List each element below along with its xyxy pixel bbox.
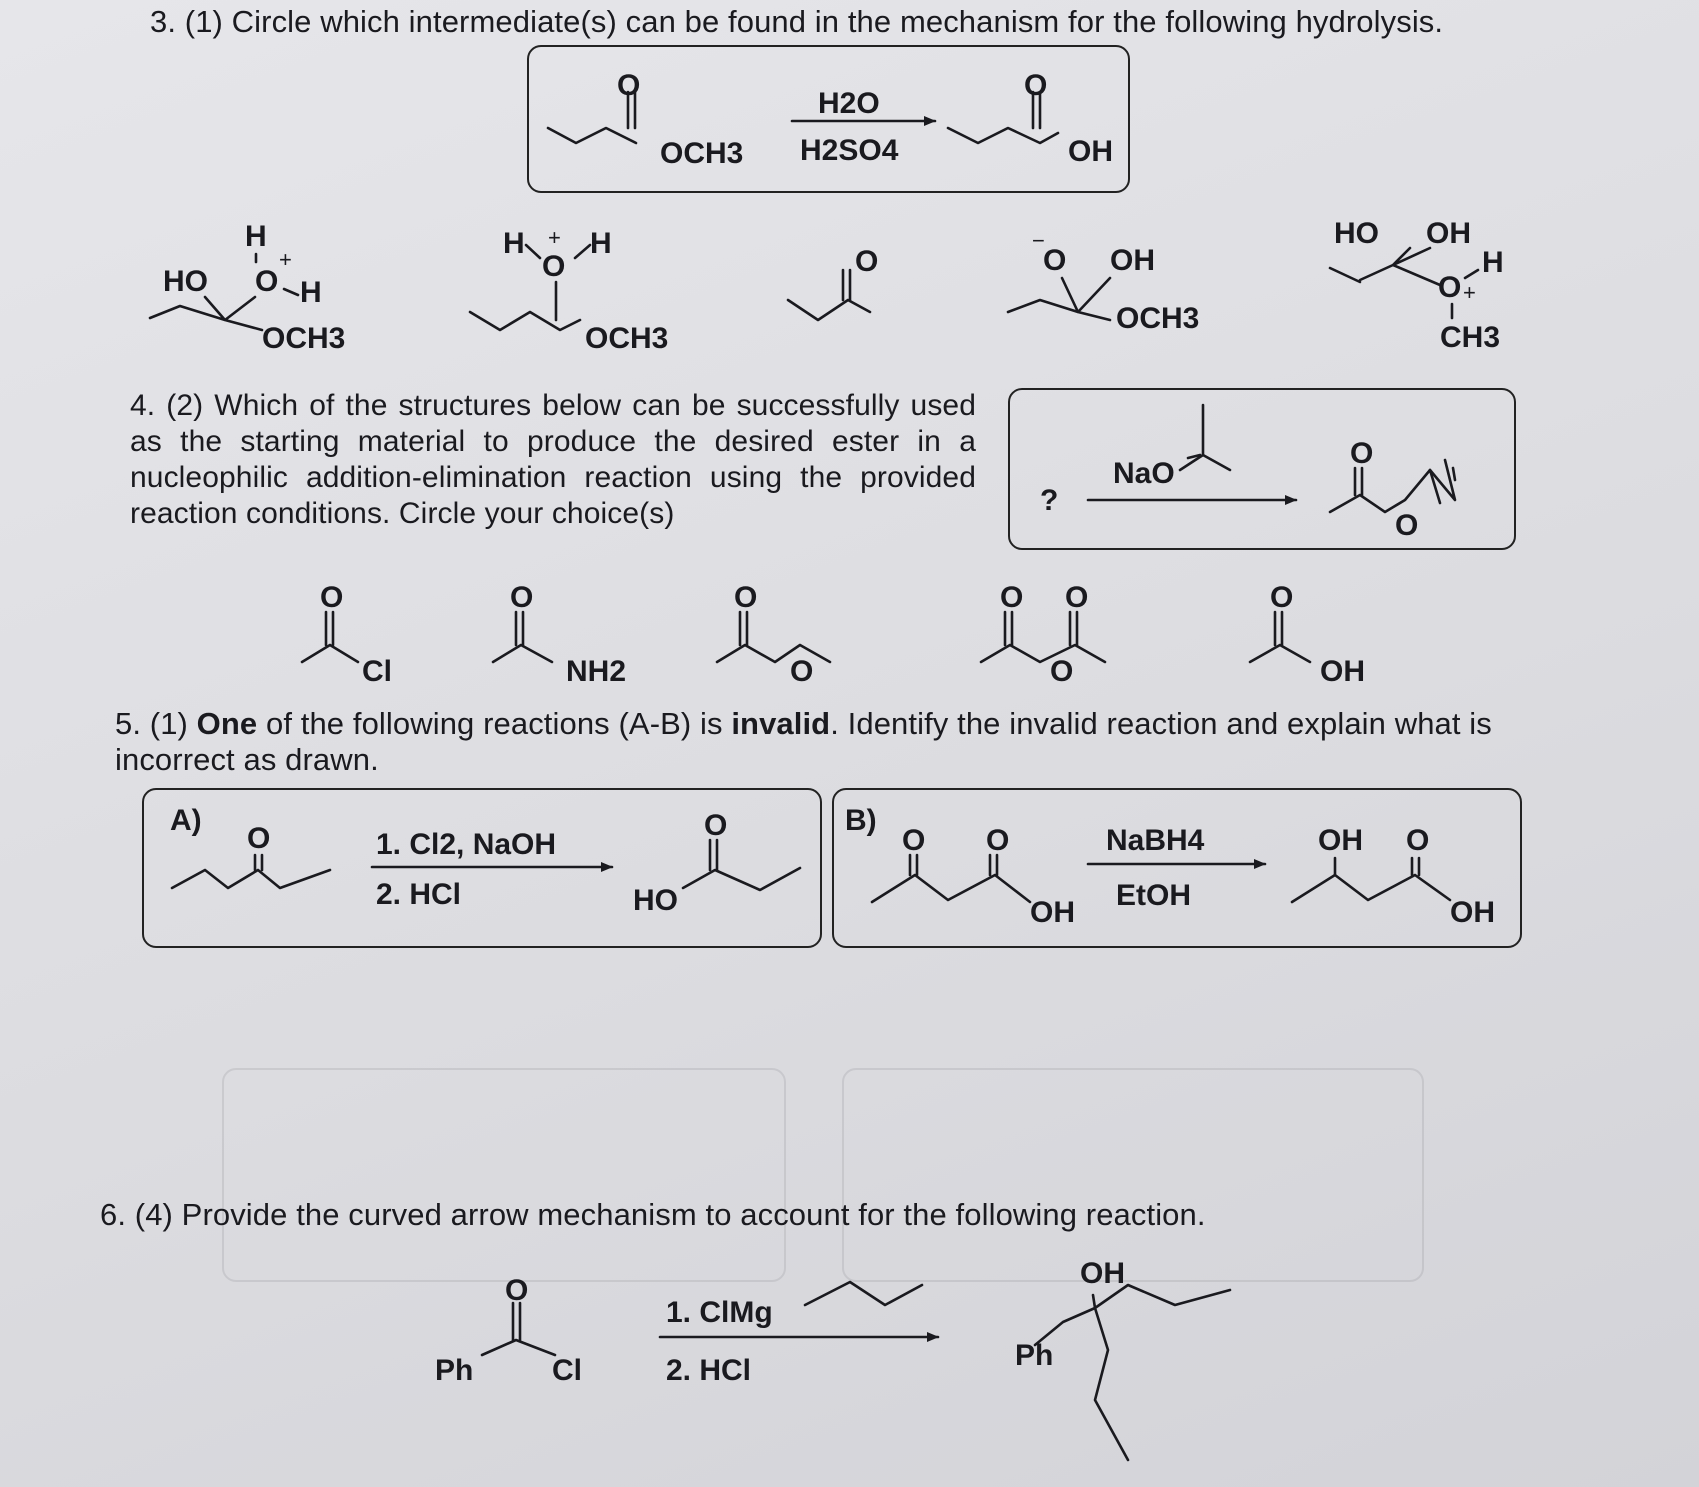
q6-reaction	[435, 1257, 1230, 1460]
svg-text:O: O	[1024, 69, 1048, 102]
q4-reaction	[1040, 405, 1455, 542]
svg-text:OH: OH	[1426, 217, 1471, 250]
svg-text:O: O	[704, 809, 728, 842]
svg-text:O: O	[1050, 655, 1074, 688]
q5-b-label: B)	[845, 804, 877, 837]
svg-text:O: O	[510, 581, 534, 614]
svg-text:O: O	[505, 1274, 529, 1307]
q4-choice-amide	[493, 581, 626, 688]
q3-reagent-bottom: H2SO4	[800, 134, 899, 167]
svg-text:OCH3: OCH3	[585, 322, 669, 355]
svg-text:CH3: CH3	[1440, 321, 1501, 354]
q4-choice-ester	[717, 581, 830, 688]
q5-b-product-group: OH	[1450, 896, 1495, 929]
q4-reagent: NaO	[1113, 457, 1175, 490]
svg-text:OH: OH	[1320, 655, 1365, 688]
svg-text:O: O	[1000, 581, 1024, 614]
svg-text:O: O	[1406, 824, 1430, 857]
q5-b-reagent-1: NaBH4	[1106, 824, 1205, 857]
svg-text:+: +	[548, 225, 561, 250]
q5-reaction-a	[170, 804, 800, 917]
question-4-prompt: 4. (2) Which of the structures below can be successfully used as the starting material to produce the desired ester in a nucleophilic addition-elimination reaction using the provided reaction conditions. Circle your choice(s)	[130, 389, 976, 530]
q6-reactant-left: Ph	[435, 1354, 474, 1387]
q3-choice-5-tetrahedral-oxonium	[1330, 217, 1504, 354]
q5-reaction-b	[845, 804, 1495, 929]
svg-text:H: H	[245, 220, 267, 253]
q5-a-label: A)	[170, 804, 202, 837]
svg-text:O: O	[902, 824, 926, 857]
q5-b-product-oh: OH	[1318, 824, 1363, 857]
q5-a-reagent-1: 1. Cl2, NaOH	[376, 828, 557, 861]
svg-text:OCH3: OCH3	[262, 322, 346, 355]
svg-text:O: O	[1438, 271, 1462, 304]
q5-a-reagent-2: 2. HCl	[376, 878, 462, 911]
q5-a-product-group: HO	[633, 884, 678, 917]
svg-text:HO: HO	[163, 265, 208, 298]
q3-product-carboxylic-acid	[948, 69, 1113, 168]
q6-product-oh: OH	[1080, 1257, 1125, 1290]
q4-choice-carboxylic-acid	[1250, 581, 1365, 688]
svg-text:O: O	[320, 581, 344, 614]
svg-text:+: +	[279, 247, 292, 272]
q4-choice-acid-chloride	[302, 581, 392, 688]
q3-reactant-methyl-ester	[548, 69, 743, 170]
svg-text:O: O	[1043, 244, 1067, 277]
q5-text-pre: 5. (1)	[115, 706, 197, 741]
question-6-prompt: 6. (4) Provide the curved arrow mechanism to account for the following reaction.	[100, 1197, 1206, 1232]
svg-text:NH2: NH2	[566, 655, 627, 688]
q5-text-bold-one: One	[196, 706, 258, 741]
svg-text:O: O	[542, 250, 566, 283]
svg-text:H: H	[1482, 246, 1504, 279]
q6-reagent-2: 2. HCl	[666, 1354, 752, 1387]
svg-text:O: O	[986, 824, 1010, 857]
q3-product-group: OH	[1068, 135, 1113, 168]
q3-choice-2-protonated-ester	[470, 225, 668, 355]
svg-text:O: O	[1270, 581, 1294, 614]
q3-reactant-group: OCH3	[660, 137, 744, 170]
q5-text-mid: of the following reactions (A-B) is	[257, 706, 732, 741]
q6-reagent-1: 1. ClMg	[666, 1296, 773, 1329]
question-3-prompt: 3. (1) Circle which intermediate(s) can be found in the mechanism for the following hydrolysis.	[150, 4, 1444, 39]
q5-b-reagent-2: EtOH	[1116, 879, 1191, 912]
q3-choice-4-tetrahedral-anion	[1008, 228, 1199, 335]
q5-text-bold-invalid: invalid	[731, 706, 831, 741]
svg-text:O: O	[255, 265, 279, 298]
q5-text-post: . Identify the invalid reaction and explain what is incorrect as drawn.	[115, 706, 1492, 777]
svg-text:O: O	[1065, 581, 1089, 614]
svg-text:H: H	[503, 227, 525, 260]
q3-choice-1-tetrahedral-protonated	[150, 220, 345, 355]
svg-text:O: O	[1395, 509, 1419, 542]
svg-text:Cl: Cl	[362, 655, 392, 688]
q6-reactant-right: Cl	[552, 1354, 582, 1387]
svg-text:H: H	[590, 227, 612, 260]
svg-text:O: O	[1350, 437, 1374, 470]
q3-reagent-top: H2O	[818, 87, 880, 120]
svg-text:HO: HO	[1334, 217, 1379, 250]
q5-b-reactant-group: OH	[1030, 896, 1075, 929]
svg-text:H: H	[300, 276, 322, 309]
svg-text:O: O	[734, 581, 758, 614]
q4-unknown: ?	[1040, 484, 1059, 517]
svg-text:O: O	[855, 245, 879, 278]
q4-choice-anhydride	[981, 581, 1105, 688]
svg-text:−: −	[1032, 228, 1045, 253]
svg-text:O: O	[247, 822, 271, 855]
svg-text:OCH3: OCH3	[1116, 302, 1200, 335]
q3-choice-3-acylium	[788, 245, 878, 320]
svg-text:O: O	[790, 655, 814, 688]
svg-text:OH: OH	[1110, 244, 1155, 277]
svg-text:O: O	[617, 69, 641, 102]
q6-product-left: Ph	[1015, 1339, 1054, 1372]
svg-text:+: +	[1463, 280, 1476, 305]
q3-reaction-arrow	[792, 87, 935, 167]
